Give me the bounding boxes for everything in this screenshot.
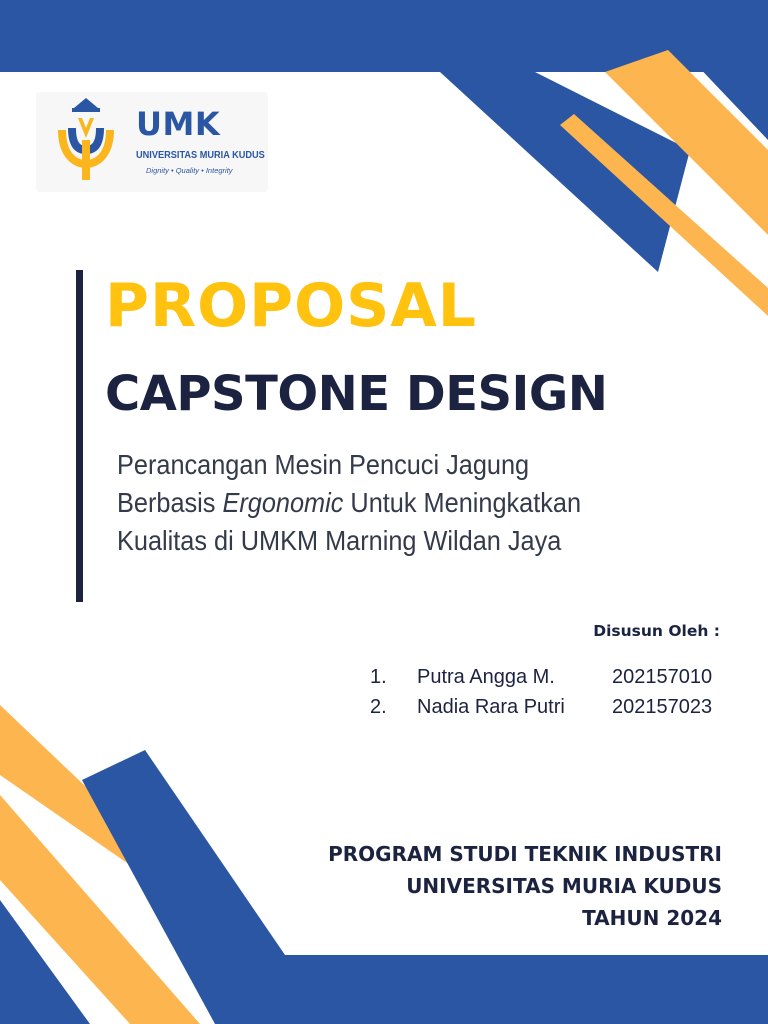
document-subtitle: CAPSTONE DESIGN [105,366,608,422]
author-name: Putra Angga M. [417,666,555,688]
author-student-id: 202157023 [612,696,713,718]
authors-list [370,666,730,726]
author-name: Nadia Rara Putri [417,696,565,718]
submission-year: TAHUN 2024 [582,906,722,930]
institution-footer [328,838,722,934]
logo-tagline: Dignity • Quality • Integrity [146,166,233,175]
description-line-2 [117,484,669,522]
vertical-accent-bar [76,270,83,602]
description-line-2-end: Untuk Meningkatkan [343,487,582,518]
description-line-2-start: Berbasis [117,487,223,518]
author-number: 2. [370,696,387,718]
logo-university-name: UNIVERSITAS MURIA KUDUS [136,150,265,161]
university-name: UNIVERSITAS MURIA KUDUS [406,874,722,898]
author-student-id: 202157010 [612,666,713,688]
description-line-3: Kualitas di UMKM Marning Wildan Jaya [117,525,562,556]
description-line-1: Perancangan Mesin Pencuci Jagung [117,449,530,480]
document-title: PROPOSAL [105,271,478,341]
umk-logo [36,92,268,192]
author-number: 1. [370,666,387,688]
proposal-description [117,446,669,560]
author-row [370,666,730,696]
study-program: PROGRAM STUDI TEKNIK INDUSTRI [328,842,722,866]
bottom-blue-band [240,955,768,1024]
description-italic-term: Ergonomic [222,487,344,518]
authors-heading: Disusun Oleh : [593,622,720,640]
author-row [370,696,730,726]
logo-wordmark: UMK [136,105,221,143]
umk-emblem-icon [50,94,122,190]
